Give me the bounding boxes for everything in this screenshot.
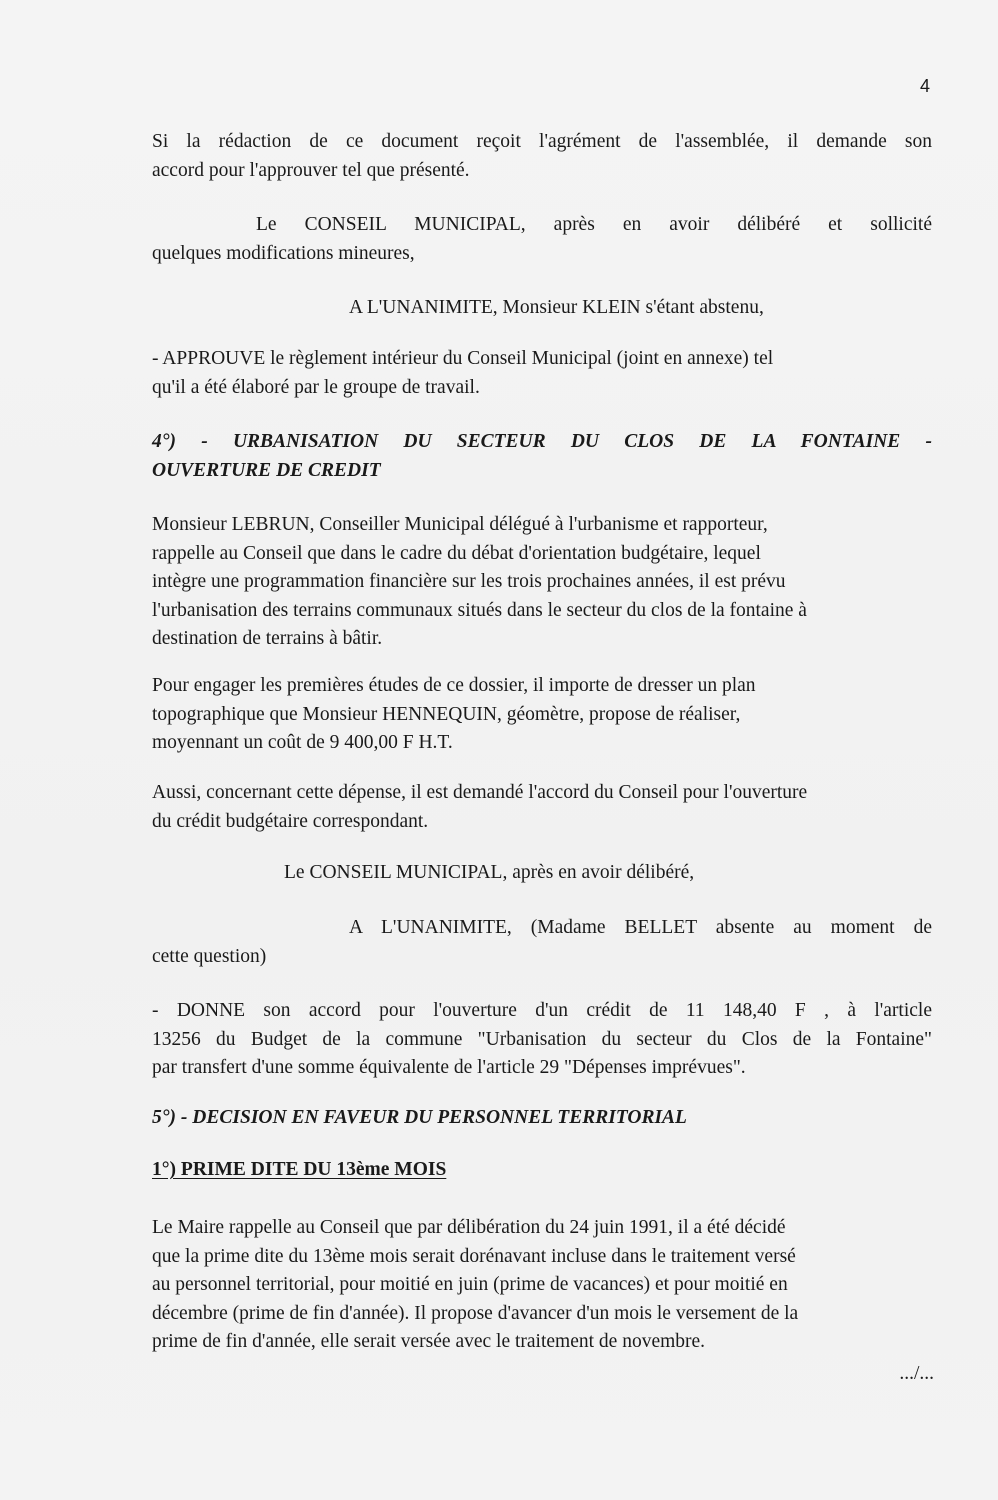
council-deliberation-paragraph bbox=[152, 211, 932, 268]
unanimity-vote-line bbox=[152, 294, 932, 323]
text-line: A L'UNANIMITE, Monsieur KLEIN s'étant abstenu, bbox=[349, 297, 764, 318]
text-line: prime de fin d'année, elle serait versée avec le traitement de novembre. bbox=[152, 1331, 706, 1352]
text-line: intègre une programmation financière sur les trois prochaines années, il est prévu bbox=[152, 571, 786, 592]
text-line: Monsieur LEBRUN, Conseiller Municipal délégué à l'urbanisme et rapporteur, bbox=[152, 514, 768, 535]
text-line: Le CONSEIL MUNICIPAL, après en avoir délibéré, bbox=[284, 862, 695, 883]
section-4-decision-paragraph bbox=[152, 997, 932, 1083]
section-4-intro-paragraph bbox=[152, 511, 932, 654]
section-4-deliberation-line bbox=[152, 859, 932, 888]
text-line: Si la rédaction de ce document reçoit l'agrément de l'assemblée, il demande son bbox=[152, 131, 932, 152]
section-4-vote-paragraph bbox=[152, 914, 932, 971]
text-line: au personnel territorial, pour moitié en juin (prime de vacances) et pour moitié en bbox=[152, 1274, 788, 1295]
text-line: quelques modifications mineures, bbox=[152, 242, 415, 264]
text-line: topographique que Monsieur HENNEQUIN, géomètre, propose de réaliser, bbox=[152, 703, 741, 725]
text-line: Le Maire rappelle au Conseil que par délibération du 24 juin 1991, il a été décidé bbox=[152, 1217, 786, 1238]
text-line: A L'UNANIMITE, (Madame BELLET absente au moment de bbox=[349, 917, 932, 938]
text-line: destination de terrains à bâtir. bbox=[152, 628, 383, 649]
text-line: - DONNE son accord pour l'ouverture d'un crédit de 11 148,40 F , à l'article bbox=[152, 1000, 932, 1021]
text-line: Pour engager les premières études de ce dossier, il importe de dresser un plan bbox=[152, 675, 756, 696]
text-line: cette question) bbox=[152, 945, 267, 967]
page-number: 4 bbox=[919, 76, 930, 96]
text-line: 13256 du Budget de la commune "Urbanisation du secteur du Clos de la Fontaine" bbox=[152, 1028, 932, 1050]
text-line: accord pour l'approuver tel que présenté. bbox=[152, 159, 470, 181]
text-line: Le CONSEIL MUNICIPAL, après en avoir délibéré et sollicité bbox=[256, 214, 932, 235]
section-5-body-paragraph bbox=[152, 1214, 932, 1357]
section-4-request-paragraph bbox=[152, 779, 932, 836]
heading-line: 4°) - URBANISATION DU SECTEUR DU CLOS DE LA FONTAINE - bbox=[152, 431, 932, 452]
text-line: l'urbanisation des terrains communaux situés dans le secteur du clos de la fontaine à bbox=[152, 599, 807, 621]
section-5-subheading bbox=[152, 1156, 932, 1185]
approval-decision-paragraph bbox=[152, 345, 932, 402]
section-4-heading bbox=[152, 428, 932, 485]
text-line: Aussi, concernant cette dépense, il est demandé l'accord du Conseil pour l'ouverture bbox=[152, 782, 808, 803]
approval-request-paragraph bbox=[152, 128, 932, 185]
text-line: moyennant un coût de 9 400,00 F H.T. bbox=[152, 732, 453, 753]
text-line: qu'il a été élaboré par le groupe de travail. bbox=[152, 376, 480, 398]
text-line: rappelle au Conseil que dans le cadre du débat d'orientation budgétaire, lequel bbox=[152, 542, 761, 564]
continuation-mark: .../... bbox=[899, 1363, 934, 1384]
subheading-line: 1°) PRIME DITE DU 13ème MOIS bbox=[152, 1159, 447, 1180]
heading-line: 5°) - DECISION EN FAVEUR DU PERSONNEL TERRITORIAL bbox=[152, 1107, 687, 1128]
text-line: du crédit budgétaire correspondant. bbox=[152, 810, 429, 832]
text-line: décembre (prime de fin d'année). Il propose d'avancer d'un mois le versement de la bbox=[152, 1302, 799, 1324]
text-line: - APPROUVE le règlement intérieur du Conseil Municipal (joint en annexe) tel bbox=[152, 348, 774, 369]
text-line: que la prime dite du 13ème mois serait dorénavant incluse dans le traitement versé bbox=[152, 1245, 796, 1267]
section-5-heading bbox=[152, 1104, 932, 1133]
heading-line: OUVERTURE DE CREDIT bbox=[152, 459, 381, 481]
text-line: par transfert d'une somme équivalente de l'article 29 "Dépenses imprévues". bbox=[152, 1057, 746, 1078]
section-4-study-paragraph bbox=[152, 672, 932, 758]
